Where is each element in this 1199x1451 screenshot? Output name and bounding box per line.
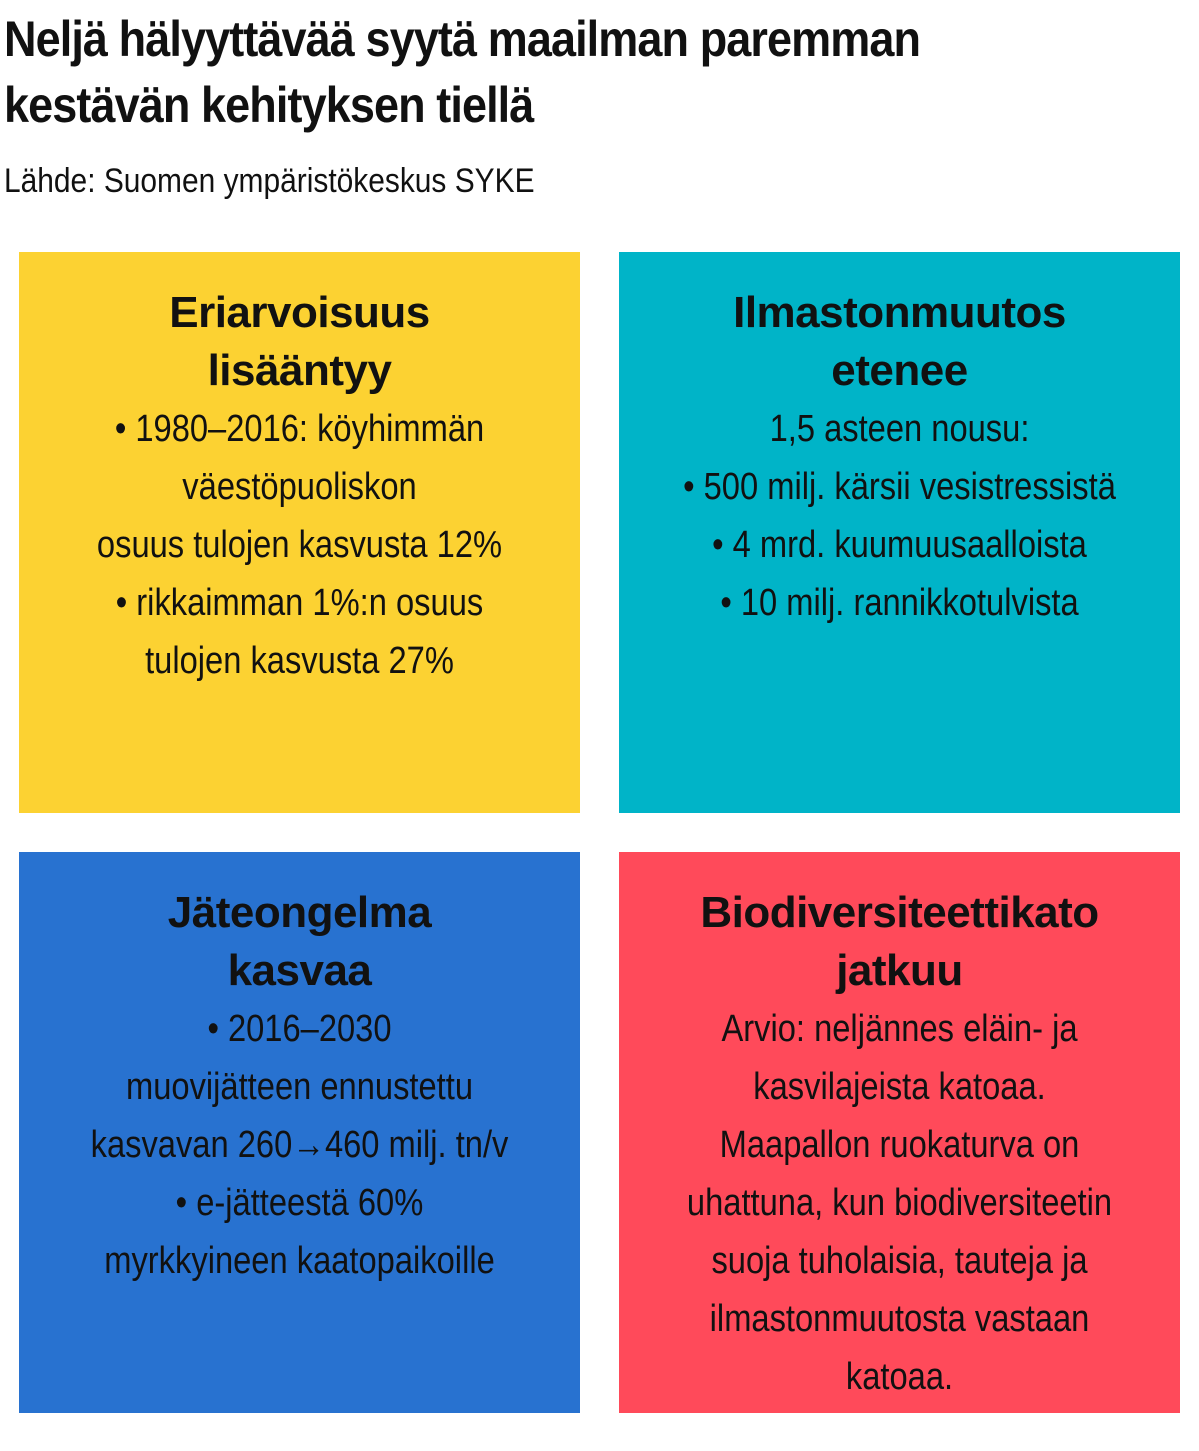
card-body-line: osuus tulojen kasvusta 12% [96, 524, 503, 566]
card-heading-line: Eriarvoisuus [169, 288, 430, 337]
card-inequality [19, 252, 580, 813]
card-body-line: 1,5 asteen nousu: [769, 408, 1030, 450]
card-biodiversity-loss [619, 852, 1180, 1413]
card-body [58, 400, 540, 690]
card-body-line: Maapallon ruokaturva on [719, 1124, 1080, 1166]
page-title [4, 6, 1075, 138]
card-heading-line: lisääntyy [207, 346, 392, 395]
title-line-1: Neljä hälyyttävää syytä maailman paremman [4, 11, 921, 67]
card-heading [19, 284, 580, 400]
card-body-line: myrkkyineen kaatopaikoille [104, 1240, 495, 1282]
card-body-line: • 1980–2016: köyhimmän [114, 408, 485, 450]
card-body-line: kasvilajeista katoaa. [753, 1066, 1046, 1108]
card-heading [19, 884, 580, 1000]
card-body-line: • rikkaimman 1%:n osuus [115, 582, 484, 624]
card-body-line: • e-jätteestä 60% [175, 1182, 424, 1224]
card-body-line: muovijätteen ennustettu [125, 1066, 474, 1108]
card-waste-problem [19, 852, 580, 1413]
card-heading-line: Biodiversiteettikato [700, 888, 1099, 937]
source-credit: Lähde: Suomen ympäristökeskus SYKE [4, 162, 535, 200]
card-body-line: • 10 milj. rannikkotulvista [720, 582, 1079, 624]
card-heading-line: Ilmastonmuutos [733, 288, 1066, 337]
card-heading [619, 284, 1180, 400]
card-body [58, 1000, 540, 1290]
card-body-line: Arvio: neljännes eläin- ja [721, 1008, 1078, 1050]
card-body-line: väestöpuoliskon [182, 466, 417, 508]
card-body [658, 1000, 1140, 1406]
card-body-line: • 2016–2030 [207, 1008, 392, 1050]
card-body-line: katoaa. [845, 1356, 954, 1398]
card-body [658, 400, 1140, 632]
card-heading [619, 884, 1180, 1000]
title-line-2: kestävän kehityksen tiellä [4, 77, 534, 133]
card-body-line: ilmastonmuutosta vastaan [709, 1298, 1090, 1340]
card-body-line: tulojen kasvusta 27% [145, 640, 454, 682]
card-body-line: • 500 milj. kärsii vesistressistä [683, 466, 1116, 508]
card-heading-line: kasvaa [227, 946, 372, 995]
card-body-line: suoja tuholaisia, tauteja ja [711, 1240, 1088, 1282]
card-body-line: uhattuna, kun biodiversiteetin [686, 1182, 1113, 1224]
card-body-line: kasvavan 260→460 milj. tn/v [90, 1124, 509, 1166]
card-climate-change [619, 252, 1180, 813]
card-heading-line: etenee [831, 346, 968, 395]
card-body-line: • 4 mrd. kuumuusaalloista [712, 524, 1087, 566]
card-heading-line: jatkuu [836, 946, 963, 995]
card-heading-line: Jäteongelma [167, 888, 432, 937]
